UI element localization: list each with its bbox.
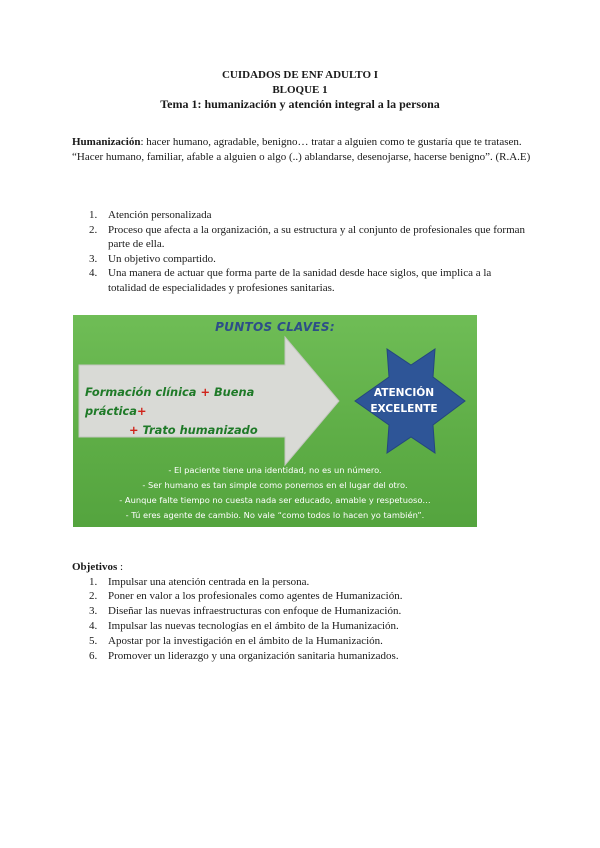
excellent-care-label	[341, 385, 467, 417]
formula-good-practice: Buena práctica	[85, 385, 255, 418]
list-number: 5.	[89, 634, 98, 647]
list-number: 1.	[89, 575, 98, 588]
definition-text: : hacer humano, agradable, benigno… tratar a alguien como te gustaría que te tratasen.	[140, 136, 522, 148]
list-item-text: Una manera de actuar que forma parte de la sanidad desde hace siglos, que implica a la totalidad de especialidades y profesiones sanitarias.	[108, 267, 492, 294]
list-item	[72, 208, 532, 223]
plus-sign: +	[129, 423, 139, 437]
list-item	[72, 604, 532, 619]
list-number: 3.	[89, 252, 98, 265]
definition-section	[72, 135, 532, 164]
list-item-text: Proceso que afecta a la organización, a su estructura y al conjunto de profesionales que forman parte de ella.	[108, 223, 526, 251]
document-title-block	[60, 68, 540, 112]
star-label-line: EXCELENTE	[370, 403, 438, 415]
list-item-text: Promover un liderazgo y una organización sanitaria humanizados.	[108, 649, 399, 662]
list-number: 1.	[89, 209, 98, 221]
key-point: - Tú eres agente de cambio. No vale “como todos lo hacen yo también”.	[125, 510, 425, 520]
formula-clinical-training: Formación clínica	[85, 385, 197, 399]
list-number: 4.	[89, 267, 98, 280]
humanization-list	[72, 208, 532, 296]
list-item	[72, 589, 532, 604]
list-number: 2.	[89, 223, 98, 236]
list-item-text: Un objetivo compartido.	[108, 252, 216, 265]
list-item-text: Atención personalizada	[108, 209, 212, 221]
list-number: 3.	[89, 605, 98, 618]
list-number: 4.	[89, 619, 98, 632]
topic-title: Tema 1: humanización y atención integral a la persona	[160, 97, 440, 111]
formula-humanized-treatment: Trato humanizado	[142, 423, 258, 437]
list-number: 6.	[89, 649, 98, 662]
definition-term: Humanización	[72, 136, 141, 148]
course-title: CUIDADOS DE ENF ADULTO I	[221, 69, 379, 81]
plus-sign: +	[137, 404, 147, 418]
objectives-heading	[72, 560, 532, 575]
key-point: - Aunque falte tiempo no cuesta nada ser educado, amable y respetuoso…	[119, 495, 431, 505]
list-item	[72, 223, 532, 252]
key-points-infographic	[73, 315, 477, 527]
list-item-text: Poner en valor a los profesionales como agentes de Humanización.	[108, 590, 403, 603]
list-item	[72, 619, 532, 634]
list-item-text: Apostar por la investigación en el ámbito de la Humanización.	[108, 634, 383, 647]
excellence-formula	[85, 383, 317, 440]
plus-sign: +	[200, 385, 210, 399]
objectives-colon: :	[117, 561, 124, 573]
objectives-label: Objetivos	[72, 561, 118, 573]
list-item-text: Diseñar las nuevas infraestructuras con enfoque de Humanización.	[108, 605, 402, 618]
block-title: BLOQUE 1	[272, 83, 328, 96]
list-item-text: Impulsar una atención centrada en la persona.	[108, 575, 310, 588]
key-point: - Ser humano es tan simple como ponernos en el lugar del otro.	[142, 480, 408, 490]
key-point: - El paciente tiene una identidad, no es un número.	[168, 465, 382, 475]
star-label-line: ATENCIÓN	[373, 387, 435, 399]
list-item	[72, 634, 532, 649]
objectives-section	[72, 560, 532, 663]
rae-quote: “Hacer humano, familiar, afable a alguien o algo (..) ablandarse, desenojarse, hacerse benigno”. (R.A.E)	[72, 150, 531, 163]
definition-paragraph	[72, 135, 532, 150]
list-number: 2.	[89, 590, 98, 603]
key-points-title: PUNTOS CLAVES:	[215, 320, 335, 334]
list-item-text: Impulsar las nuevas tecnologías en el ámbito de la Humanización.	[108, 619, 399, 632]
list-item	[72, 252, 532, 267]
list-item	[72, 649, 532, 664]
key-points-bullets	[73, 463, 477, 523]
list-item	[72, 266, 532, 295]
list-item	[72, 575, 532, 590]
objectives-list	[72, 575, 532, 664]
